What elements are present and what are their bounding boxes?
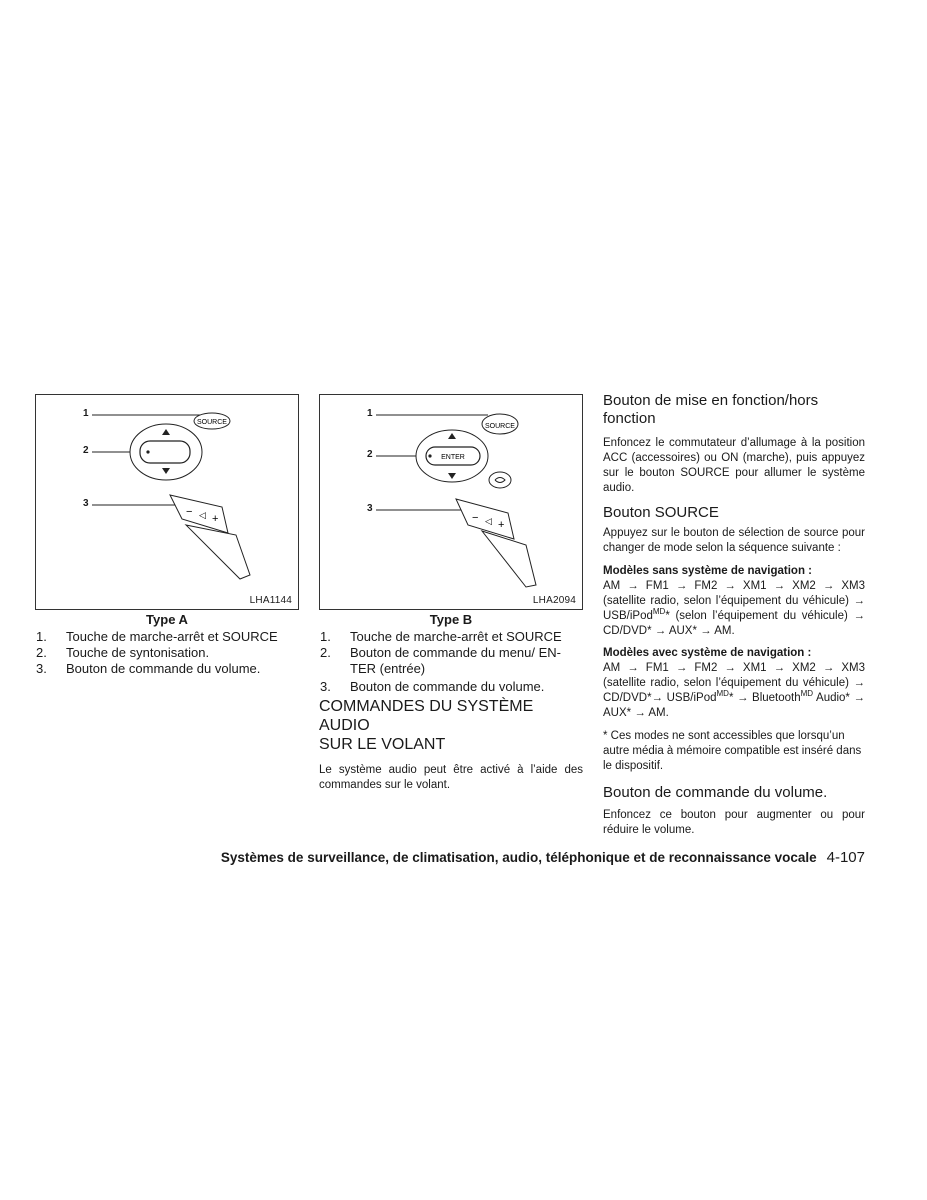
source-button-label: SOURCE [485,423,515,430]
no-nav-models-title: Modèles sans système de navigation : [603,565,812,577]
figure-type-b [319,394,583,610]
svg-text:+: + [498,519,505,531]
svg-text:◁: ◁ [485,516,492,526]
no-nav-models-sequence: AM → FM1 → FM2 → XM1 → XM2 → XM3 (satellite radio, selon l’équipement du véhicule) → USB/iPod$^{MD}$* (selon l’équipement du véhicule) → CD/DVD* → AUX* → AM. [603,580,865,637]
volume-button-paragraph: Enfoncez ce bouton pour augmenter ou pour réduire le volume. [603,809,865,836]
volume-button-heading: Bouton de commande du volume. [603,784,828,801]
page-number: 4-107 [826,849,865,866]
nav-models-sequence: AM → FM1 → FM2 → XM1 → XM2 → XM3 (satellite radio, selon l’équipement du véhicule) → CD/DVD*→ USB/iPod$^{MD}$* → Bluetooth$^{MD}$ Audio* → AUX* → AM. [603,662,865,719]
list-item: 1. Touche de marche-arrêt et SOURCE [320,629,562,644]
svg-text:−: − [186,506,193,518]
availability-note: * Ces modes ne sont accessibles que lorsqu’un autre média à mémoire compatible est inséré dans le dispositif. [603,730,862,772]
figure-code: LHA1144 [249,595,292,606]
steering-switch-illustration-b [320,395,582,609]
source-button-heading: Bouton SOURCE [603,504,719,521]
callout-2: 2 [367,449,373,460]
power-button-heading: Bouton de mise en fonction/hors fonction [603,392,819,427]
callout-3: 3 [367,503,373,514]
list-item: 3. Bouton de commande du volume. [36,661,261,676]
column-right [603,392,865,838]
source-button-paragraph: Appuyez sur le bouton de sélection de source pour changer de mode selon la séquence suivante : [603,527,865,554]
callout-3: 3 [83,498,89,509]
list-item: 2. Bouton de commande du menu/ EN- TER (entrée) [320,645,562,676]
page-footer [100,849,865,866]
audio-controls-section [319,697,583,793]
list-item: 1. Touche de marche-arrêt et SOURCE [36,629,278,644]
chapter-title: Systèmes de surveillance, de climatisation, audio, téléphonique et de reconnaissance vocale [220,850,817,865]
nav-models-title: Modèles avec système de navigation : [603,647,812,659]
power-button-paragraph: Enfoncez le commutateur d’allumage à la position ACC (accessoires) ou ON (marche), puis appuyez sur le bouton SOURCE pour allumer le système audio. [603,437,865,494]
list-item: 2. Touche de syntonisation. [36,645,210,660]
list-item: 3. Bouton de commande du volume. [320,679,545,694]
callout-1: 1 [83,408,89,419]
steering-switch-illustration-a [36,395,298,609]
callout-2: 2 [83,445,89,456]
figure-code: LHA2094 [532,595,576,606]
callout-1: 1 [367,408,373,419]
section-paragraph: Le système audio peut être activé à l’aide des commandes sur le volant. [319,764,583,791]
figure-caption-a: Type A [146,612,188,627]
figure-caption-b: Type B [429,612,473,627]
section-title: COMMANDES DU SYSTÈME AUDIO SUR LE VOLANT [319,698,534,753]
figure-a-legend [36,629,300,677]
source-button-label: SOURCE [197,419,227,426]
figure-type-a [35,394,299,610]
svg-text:−: − [472,512,479,524]
svg-text:◁: ◁ [199,510,206,520]
figure-b-legend [320,629,582,695]
enter-button-label: ENTER [441,454,465,461]
svg-text:+: + [212,513,219,525]
